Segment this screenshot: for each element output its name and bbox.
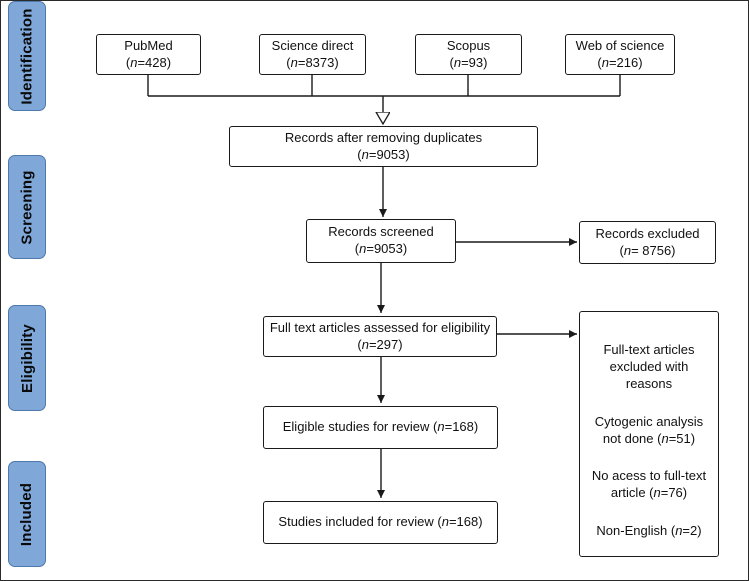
source-count: (n=93) — [449, 54, 488, 70]
source-box-science-direct — [259, 34, 366, 75]
exclusion-reason-item: No acess to full-text article (n=76) — [591, 468, 707, 501]
exclusion-reason-item: Cytogenic analysis not done (n=51) — [594, 413, 704, 446]
source-name: Science direct — [271, 37, 354, 53]
stage-label-screening — [8, 155, 46, 259]
source-name: Scopus — [446, 37, 491, 53]
box-line1: Records screened — [328, 224, 434, 240]
source-box-web-of-science — [565, 34, 675, 75]
box-line1: Records excluded — [595, 225, 700, 241]
box-records-after-duplicates — [229, 126, 538, 167]
box-line2: (n=9053) — [354, 241, 408, 256]
box-text: Full text articles assessed for eligibility (n=297) — [269, 319, 491, 352]
box-records-excluded — [579, 221, 716, 264]
box-exclusion-reasons — [579, 311, 719, 557]
box-line1: Records after removing duplicates — [284, 129, 483, 145]
source-name: Web of science — [575, 37, 665, 53]
source-box-scopus — [415, 34, 522, 75]
box-line2: (n= 8756) — [619, 242, 676, 258]
source-name: PubMed — [124, 37, 173, 53]
box-studies-included — [263, 501, 498, 544]
stage-label-text: Eligibility — [18, 323, 36, 393]
exclusion-reason-item: Non-English (n=2) — [596, 523, 702, 539]
stage-label-text: Screening — [18, 169, 36, 245]
box-eligible-studies — [263, 406, 498, 449]
source-box-pubmed — [96, 34, 201, 75]
stage-label-text: Included — [18, 482, 36, 546]
source-count: (n=428) — [125, 54, 172, 70]
box-fulltext-assessed — [263, 316, 497, 357]
exclusion-reason-heading: Full-text articles excluded with reasons — [603, 342, 695, 391]
stage-label-included — [8, 461, 46, 567]
stage-label-eligibility — [8, 305, 46, 411]
source-count: (n=216) — [597, 54, 643, 70]
box-text: Studies included for review (n=168) — [278, 514, 483, 530]
stage-label-identification — [8, 1, 46, 111]
box-line2: (n=9053) — [357, 146, 410, 162]
source-count: (n=8373) — [286, 54, 339, 70]
stage-label-text: Identification — [18, 7, 36, 105]
box-text: Eligible studies for review (n=168) — [282, 419, 479, 435]
box-records-screened — [306, 219, 456, 263]
